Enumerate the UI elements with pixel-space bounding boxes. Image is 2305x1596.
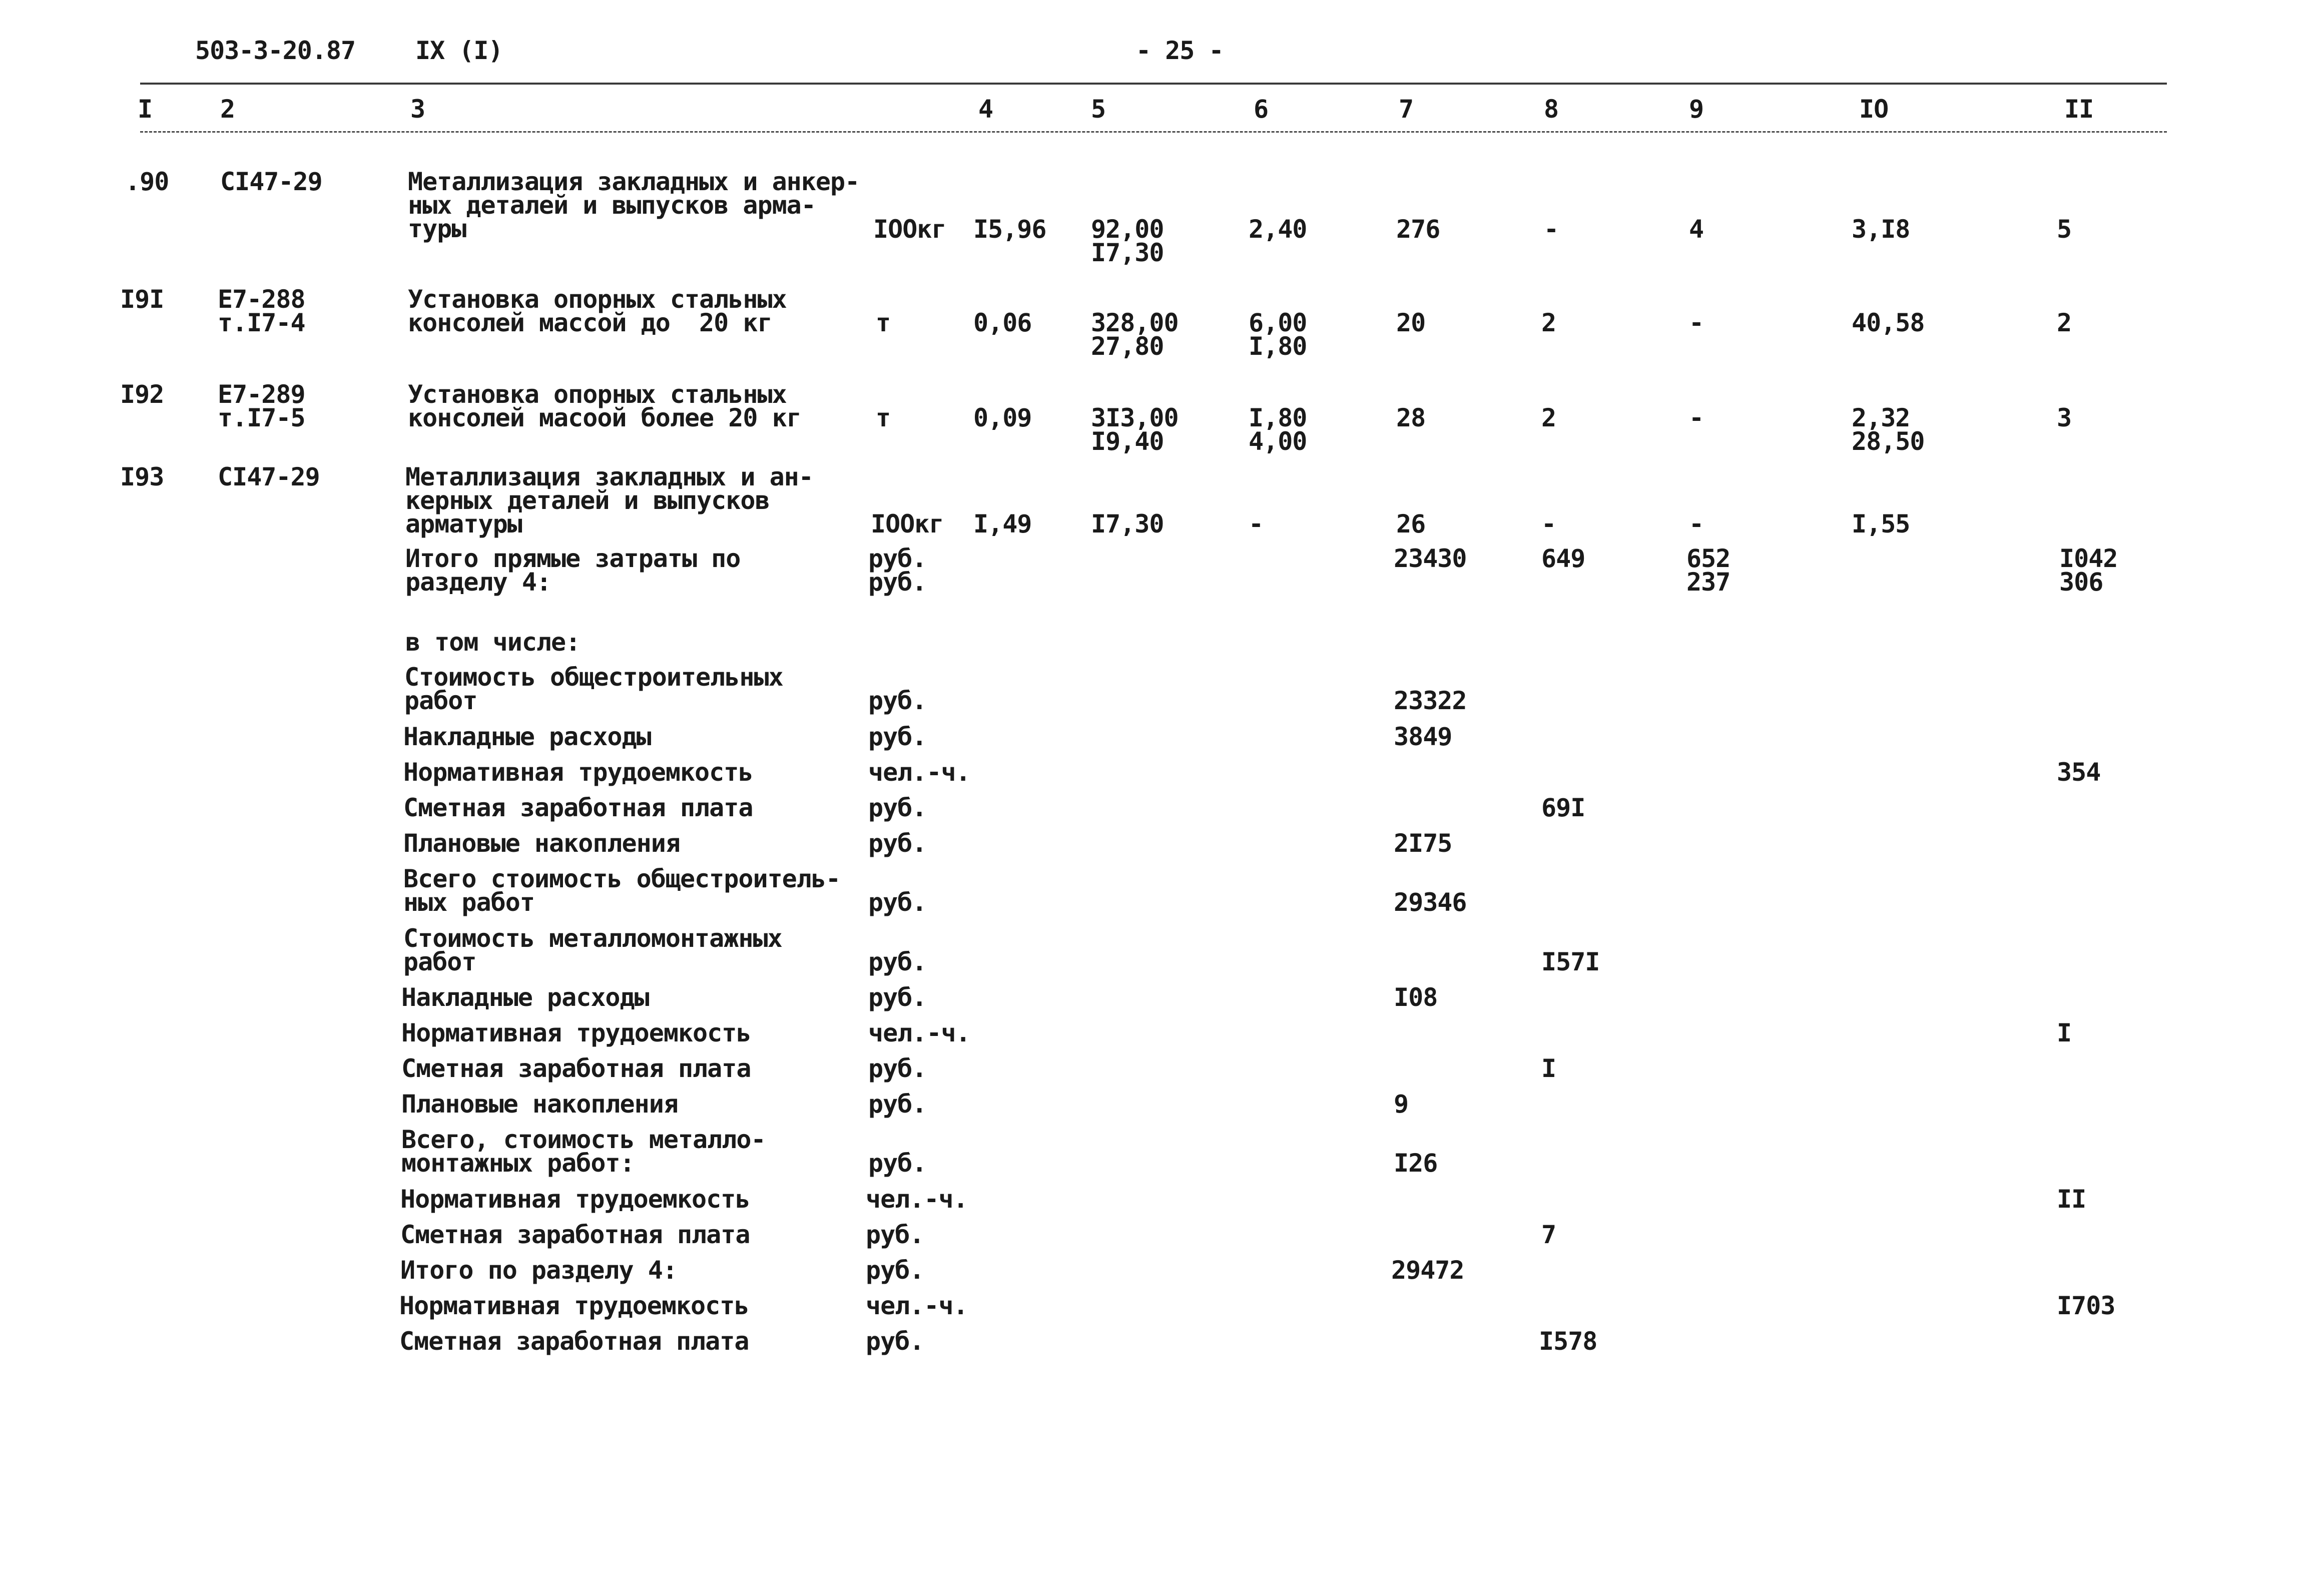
item-qty: I5,96 bbox=[973, 215, 1046, 244]
summary-unit: руб. bbox=[866, 1327, 924, 1356]
item-col6: I,80 4,00 bbox=[1249, 403, 1307, 456]
item-col7: 28 bbox=[1396, 403, 1426, 432]
item-col6: 6,00 I,80 bbox=[1249, 308, 1307, 361]
item-qty: 0,06 bbox=[973, 308, 1032, 337]
item-qty: I,49 bbox=[973, 509, 1032, 539]
summary-label: Накладные расходы bbox=[401, 983, 649, 1012]
direct-costs-col7: 23430 bbox=[1394, 544, 1467, 573]
summary-label: Итого по разделу 4: bbox=[400, 1256, 677, 1285]
summary-unit: руб. bbox=[868, 983, 927, 1012]
summary-col8: I57I bbox=[1541, 947, 1600, 976]
item-col7: 20 bbox=[1396, 308, 1426, 337]
col-header-6: 6 bbox=[1254, 95, 1269, 124]
item-unit: т bbox=[876, 403, 891, 432]
direct-costs-col11: I042 306 bbox=[2059, 544, 2118, 597]
item-code: CI47-29 bbox=[218, 462, 320, 491]
item-num: I92 bbox=[120, 380, 164, 409]
summary-col11: I703 bbox=[2057, 1291, 2115, 1320]
summary-label: Плановые накопления bbox=[401, 1090, 678, 1119]
item-code: E7-288 т.I7-4 bbox=[218, 285, 305, 337]
item-num: I9I bbox=[120, 285, 164, 314]
item-col5: 328,00 27,80 bbox=[1091, 308, 1179, 361]
item-col5: 92,00 I7,30 bbox=[1091, 215, 1164, 267]
summary-label: Стоимость общестроительных работ bbox=[404, 663, 783, 715]
summary-unit: руб. bbox=[868, 888, 927, 917]
item-col7: 276 bbox=[1396, 215, 1440, 244]
summary-label: Нормативная трудоемкость bbox=[400, 1185, 750, 1214]
summary-label: Стоимость металломонтажных работ bbox=[403, 924, 782, 976]
section-label: IX (I) bbox=[415, 36, 503, 65]
page-number: - 25 - bbox=[1136, 36, 1224, 65]
col-header-11: II bbox=[2064, 95, 2094, 124]
item-col8: 2 bbox=[1541, 403, 1556, 432]
item-unit: IOOкг bbox=[871, 509, 944, 539]
summary-unit: руб. bbox=[868, 722, 927, 751]
item-col6: 2,40 bbox=[1249, 215, 1307, 244]
direct-costs-label: Итого прямые затраты по разделу 4: bbox=[405, 544, 741, 597]
direct-costs-col8: 649 bbox=[1541, 544, 1585, 573]
summary-unit: руб. bbox=[868, 1149, 927, 1178]
summary-col8: I bbox=[1541, 1054, 1556, 1083]
item-col10: 3,I8 bbox=[1852, 215, 1910, 244]
summary-unit: руб. bbox=[866, 1256, 924, 1285]
col-header-8: 8 bbox=[1544, 95, 1559, 124]
summary-unit: руб. bbox=[868, 1054, 927, 1083]
item-col11: 3 bbox=[2057, 403, 2072, 432]
item-col5: I7,30 bbox=[1091, 509, 1164, 539]
summary-col11: II bbox=[2057, 1185, 2086, 1214]
item-name: Установка опорных стальных консолей массой до 20 кг bbox=[408, 285, 787, 337]
summary-label: Всего, стоимость металло- монтажных работ: bbox=[401, 1125, 766, 1178]
summary-unit: руб. bbox=[868, 829, 927, 858]
col-header-7: 7 bbox=[1399, 95, 1414, 124]
direct-costs-unit: руб. руб. bbox=[868, 544, 927, 597]
summary-col7: 9 bbox=[1394, 1090, 1409, 1119]
item-col10: 2,32 28,50 bbox=[1852, 403, 1925, 456]
item-col11: 5 bbox=[2057, 215, 2072, 244]
item-col9: - bbox=[1689, 509, 1704, 539]
summary-label: Всего стоимость общестроитель- ных работ bbox=[403, 864, 841, 917]
summary-col7: 3849 bbox=[1394, 722, 1452, 751]
item-name: Установка опорных стальных консолей масоой более 20 кг bbox=[408, 380, 801, 432]
col-header-1: I bbox=[138, 95, 153, 124]
item-col7: 26 bbox=[1396, 509, 1426, 539]
summary-col8: 7 bbox=[1541, 1220, 1556, 1249]
summary-unit: чел.-ч. bbox=[866, 1291, 968, 1320]
summary-unit: руб. bbox=[868, 947, 927, 976]
item-col9: - bbox=[1689, 308, 1704, 337]
summary-label: Сметная заработная плата bbox=[401, 1054, 751, 1083]
col-header-3: 3 bbox=[410, 95, 425, 124]
col-header-9: 9 bbox=[1689, 95, 1704, 124]
summary-label: Нормативная трудоемкость bbox=[399, 1291, 749, 1320]
summary-col7: 2I75 bbox=[1394, 829, 1452, 858]
summary-unit: чел.-ч. bbox=[868, 758, 970, 787]
item-code: E7-289 т.I7-5 bbox=[218, 380, 305, 432]
header-rule-top bbox=[140, 83, 2167, 85]
summary-col7: 29346 bbox=[1394, 888, 1467, 917]
item-col8: - bbox=[1544, 215, 1559, 244]
item-name: Металлизация закладных и ан- керных деталей и выпусков арматуры bbox=[405, 462, 813, 539]
item-num: .90 bbox=[125, 167, 169, 196]
summary-col8: I578 bbox=[1539, 1327, 1597, 1356]
summary-col11: I bbox=[2057, 1018, 2072, 1047]
summary-label: Сметная заработная плата bbox=[403, 793, 753, 822]
summary-unit: чел.-ч. bbox=[866, 1185, 968, 1214]
summary-unit: руб. bbox=[868, 686, 927, 715]
item-num: I93 bbox=[120, 462, 164, 491]
summary-unit: чел.-ч. bbox=[868, 1018, 970, 1047]
col-header-4: 4 bbox=[978, 95, 993, 124]
item-col5: 3I3,00 I9,40 bbox=[1091, 403, 1179, 456]
col-header-5: 5 bbox=[1091, 95, 1106, 124]
col-header-2: 2 bbox=[220, 95, 235, 124]
summary-col7: 23322 bbox=[1394, 686, 1467, 715]
summary-col7: I26 bbox=[1394, 1149, 1438, 1178]
header-rule-bottom bbox=[140, 131, 2167, 133]
doc-code: 503-3-20.87 bbox=[195, 36, 356, 65]
summary-label: Сметная заработная плата bbox=[400, 1220, 750, 1249]
item-name: Металлизация закладных и анкер- ных деталей и выпусков арма- туры bbox=[408, 167, 860, 243]
summary-label: Плановые накопления bbox=[403, 829, 680, 858]
item-unit: т bbox=[876, 308, 891, 337]
item-col8: 2 bbox=[1541, 308, 1556, 337]
item-col10: 40,58 bbox=[1852, 308, 1925, 337]
item-code: CI47-29 bbox=[220, 167, 322, 196]
summary-col8: 69I bbox=[1541, 793, 1585, 822]
including-label: в том числе: bbox=[405, 628, 581, 657]
summary-label: Нормативная трудоемкость bbox=[401, 1018, 751, 1047]
summary-col11: 354 bbox=[2057, 758, 2101, 787]
summary-col7: 29472 bbox=[1391, 1256, 1464, 1285]
item-col11: 2 bbox=[2057, 308, 2072, 337]
summary-unit: руб. bbox=[868, 793, 927, 822]
item-col10: I,55 bbox=[1852, 509, 1910, 539]
col-header-10: IO bbox=[1859, 95, 1889, 124]
direct-costs-col9: 652 237 bbox=[1686, 544, 1731, 597]
item-col8: - bbox=[1541, 509, 1556, 539]
item-col6: - bbox=[1249, 509, 1264, 539]
summary-label: Нормативная трудоемкость bbox=[403, 758, 753, 787]
summary-label: Сметная заработная плата bbox=[399, 1327, 749, 1356]
summary-unit: руб. bbox=[868, 1090, 927, 1119]
item-qty: 0,09 bbox=[973, 403, 1032, 432]
summary-label: Накладные расходы bbox=[403, 722, 651, 751]
item-unit: IOOкг bbox=[873, 215, 946, 244]
item-col9: 4 bbox=[1689, 215, 1704, 244]
item-col9: - bbox=[1689, 403, 1704, 432]
summary-col7: I08 bbox=[1394, 983, 1438, 1012]
summary-unit: руб. bbox=[866, 1220, 924, 1249]
